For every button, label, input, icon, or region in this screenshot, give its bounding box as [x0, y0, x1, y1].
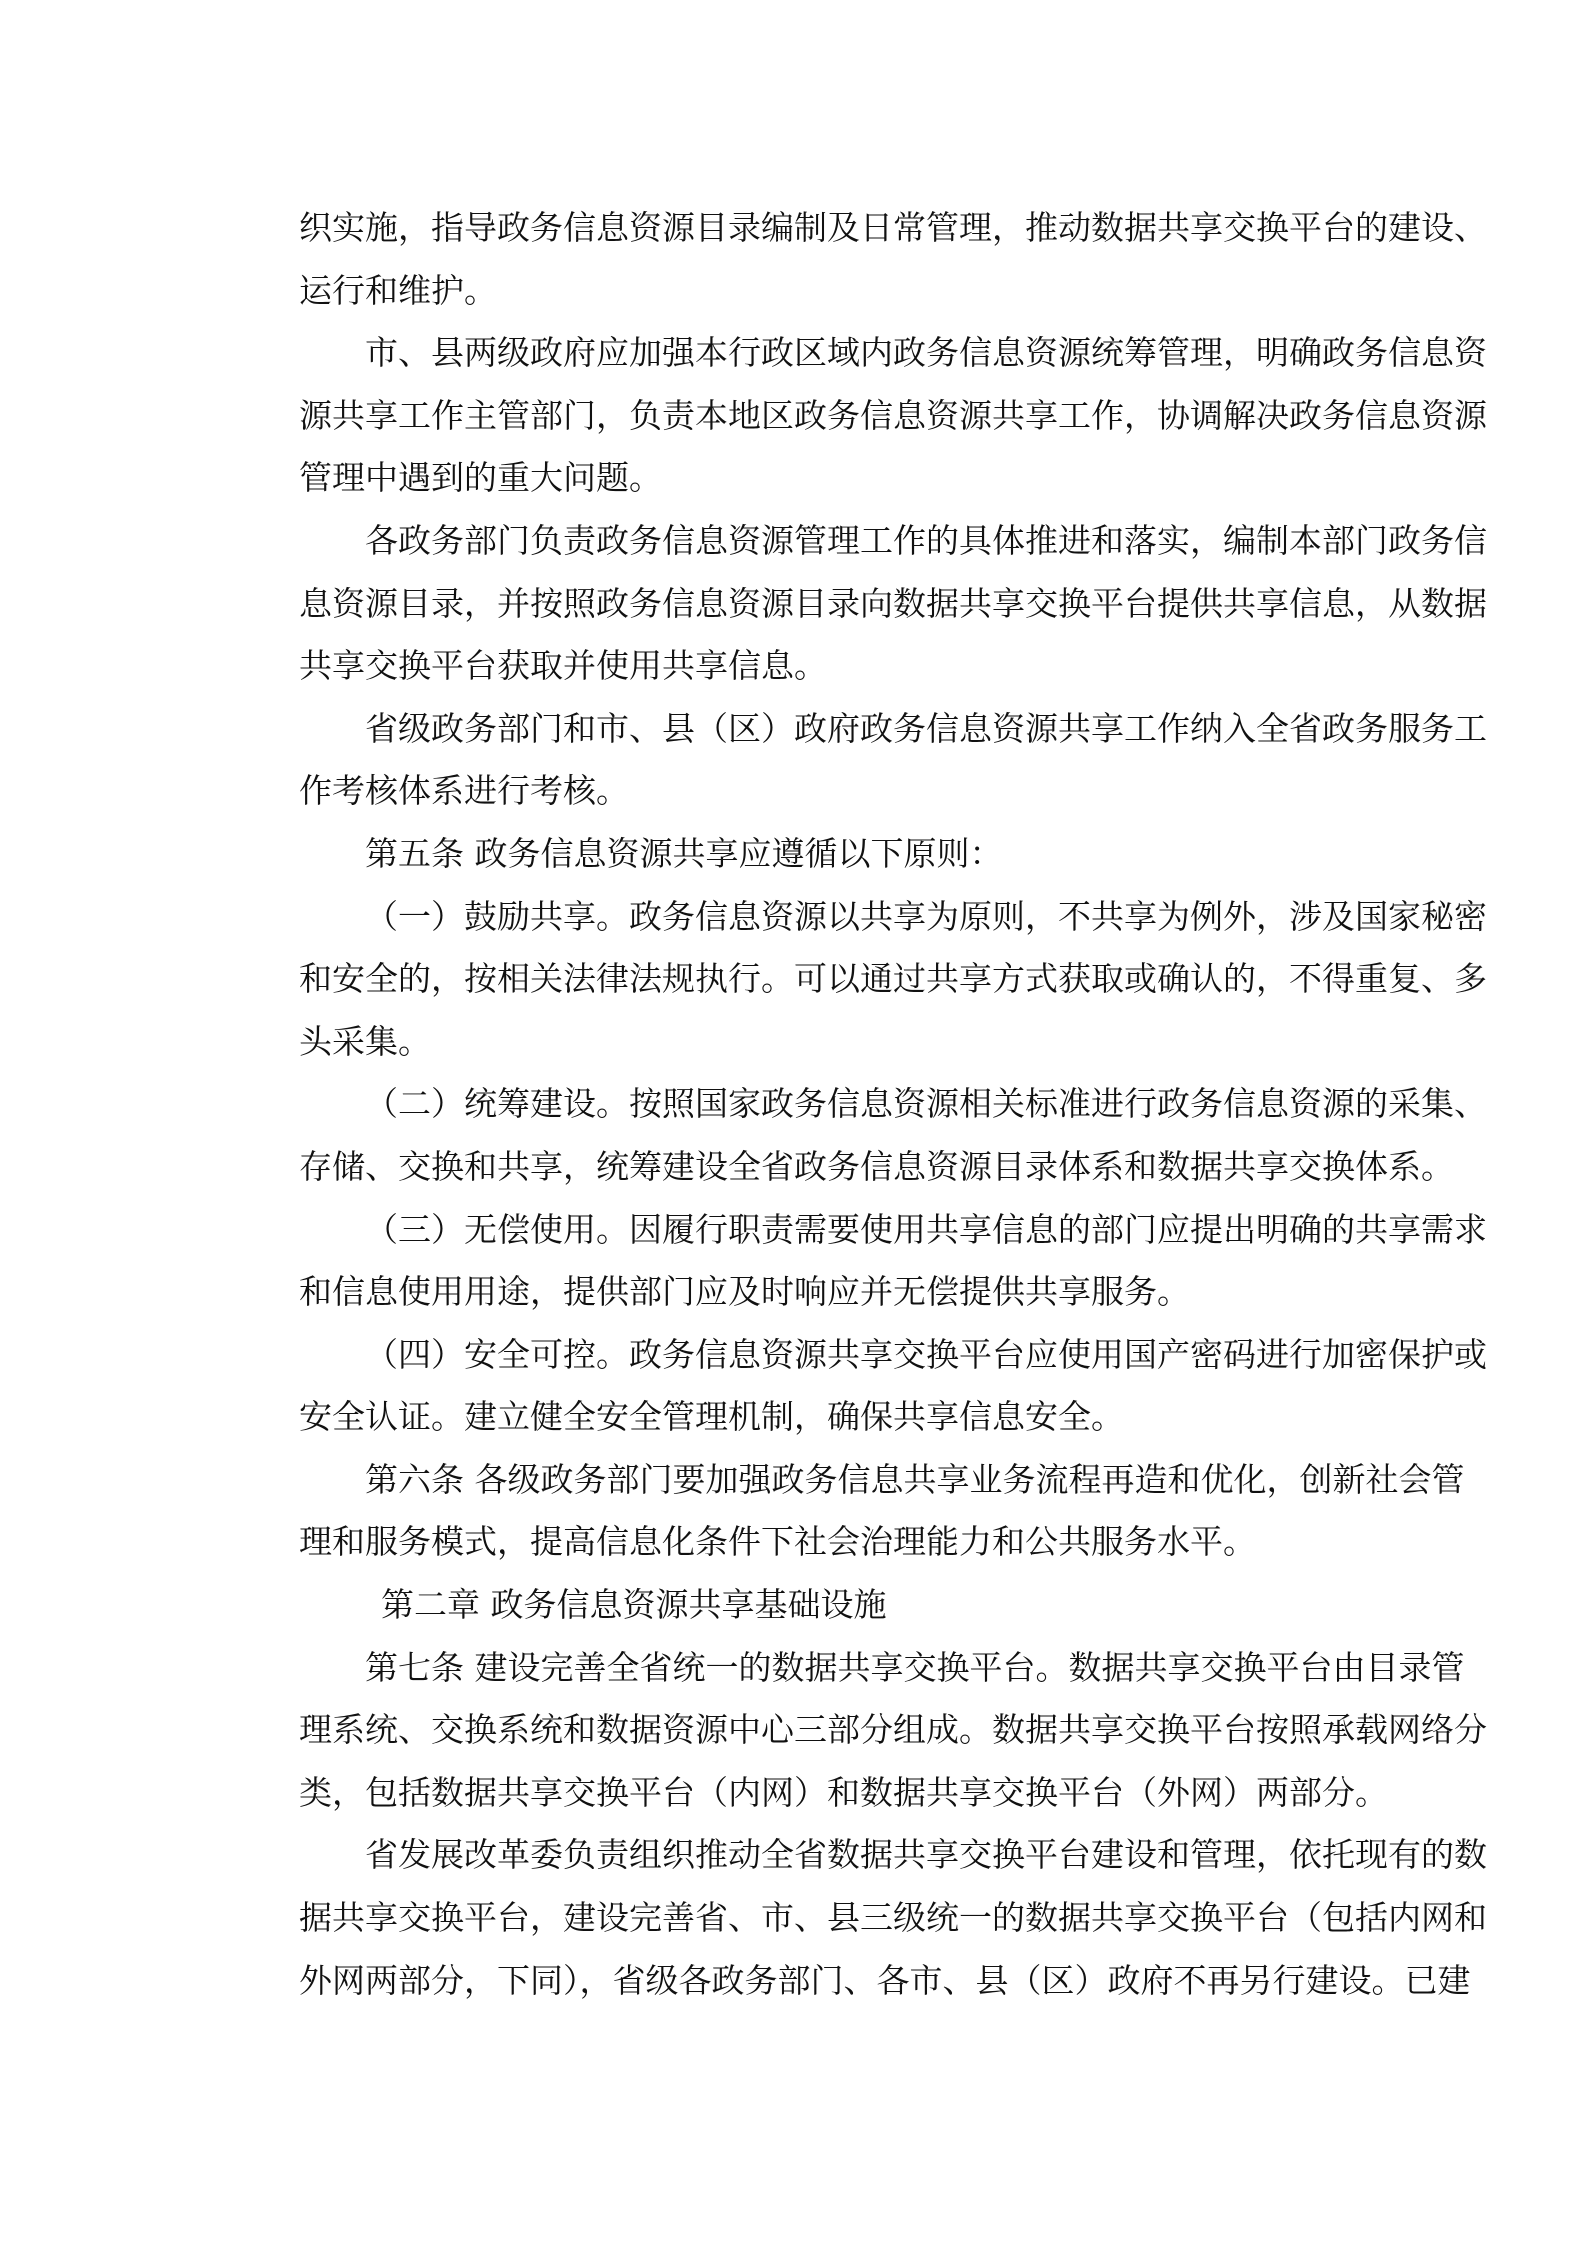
paragraph [299, 698, 1487, 823]
text-line: 省级政务部门和市、县（区）政府政务信息资源共享工作纳入全省政务服务工 [365, 708, 1487, 748]
text-line: （三）无偿使用。因履行职责需要使用共享信息的部门应提出明确的共享需求 [365, 1209, 1487, 1249]
text-line: （四）安全可控。政务信息资源共享交换平台应使用国产密码进行加密保护或 [365, 1334, 1487, 1374]
text-line: （二）统筹建设。按照国家政务信息资源相关标准进行政务信息资源的采集、 [365, 1084, 1487, 1124]
text-line: 源共享工作主管部门，负责本地区政务信息资源共享工作，协调解决政务信息资源 [299, 395, 1487, 435]
text-line: 安全认证。建立健全安全管理机制，确保共享信息安全。 [299, 1397, 1124, 1437]
text-line: 据共享交换平台，建设完善省、市、县三级统一的数据共享交换平台（包括内网和 [299, 1898, 1487, 1938]
article-paragraph [299, 1637, 1487, 1825]
paragraph [299, 886, 1487, 1074]
paragraph [299, 1073, 1487, 1198]
text-line: 第七条 建设完善全省统一的数据共享交换平台。数据共享交换平台由目录管 [365, 1647, 1465, 1687]
text-line: 和安全的，按相关法律法规执行。可以通过共享方式获取或确认的，不得重复、多 [299, 959, 1487, 999]
paragraph [299, 1199, 1487, 1324]
text-line: 理系统、交换系统和数据资源中心三部分组成。数据共享交换平台按照承载网络分 [299, 1710, 1487, 1750]
text-line: 省发展改革委负责组织推动全省数据共享交换平台建设和管理，依托现有的数 [365, 1835, 1487, 1875]
text-line: 管理中遇到的重大问题。 [299, 458, 662, 498]
text-line: 息资源目录，并按照政务信息资源目录向数据共享交换平台提供共享信息，从数据 [299, 583, 1487, 623]
text-line: 市、县两级政府应加强本行政区域内政务信息资源统筹管理，明确政务信息资 [365, 333, 1487, 373]
text-line: 各政务部门负责政务信息资源管理工作的具体推进和落实，编制本部门政务信 [365, 520, 1487, 560]
text-line: 第二章 政务信息资源共享基础设施 [381, 1585, 887, 1625]
paragraph [299, 322, 1487, 510]
text-line: 共享交换平台获取并使用共享信息。 [299, 646, 827, 686]
text-line: 外网两部分，下同），省级各政务部门、各市、县（区）政府不再另行建设。已建 [299, 1960, 1471, 2000]
text-line: （一）鼓励共享。政务信息资源以共享为原则，不共享为例外，涉及国家秘密 [365, 896, 1487, 936]
paragraph [299, 1824, 1487, 2012]
chapter-heading [299, 1574, 1304, 1637]
text-line: 理和服务模式，提高信息化条件下社会治理能力和公共服务水平。 [299, 1522, 1256, 1562]
paragraph [299, 1324, 1487, 1449]
text-line: 头采集。 [299, 1021, 431, 1061]
text-line: 和信息使用用途，提供部门应及时响应并无偿提供共享服务。 [299, 1272, 1190, 1312]
paragraph [299, 197, 1487, 322]
text-line: 类，包括数据共享交换平台（内网）和数据共享交换平台（外网）两部分。 [299, 1772, 1388, 1812]
document-page [299, 197, 1487, 2012]
text-line: 运行和维护。 [299, 270, 497, 310]
text-line: 织实施，指导政务信息资源目录编制及日常管理，推动数据共享交换平台的建设、 [299, 208, 1487, 247]
text-line: 作考核体系进行考核。 [299, 771, 629, 811]
text-line: 存储、交换和共享，统筹建设全省政务信息资源目录体系和数据共享交换体系。 [299, 1146, 1454, 1186]
article-paragraph [299, 823, 1304, 886]
text-line: 第五条 政务信息资源共享应遵循以下原则： [365, 833, 1003, 873]
text-line: 第六条 各级政务部门要加强政务信息共享业务流程再造和优化，创新社会管 [365, 1459, 1465, 1499]
paragraph [299, 510, 1487, 698]
article-paragraph [299, 1449, 1465, 1574]
